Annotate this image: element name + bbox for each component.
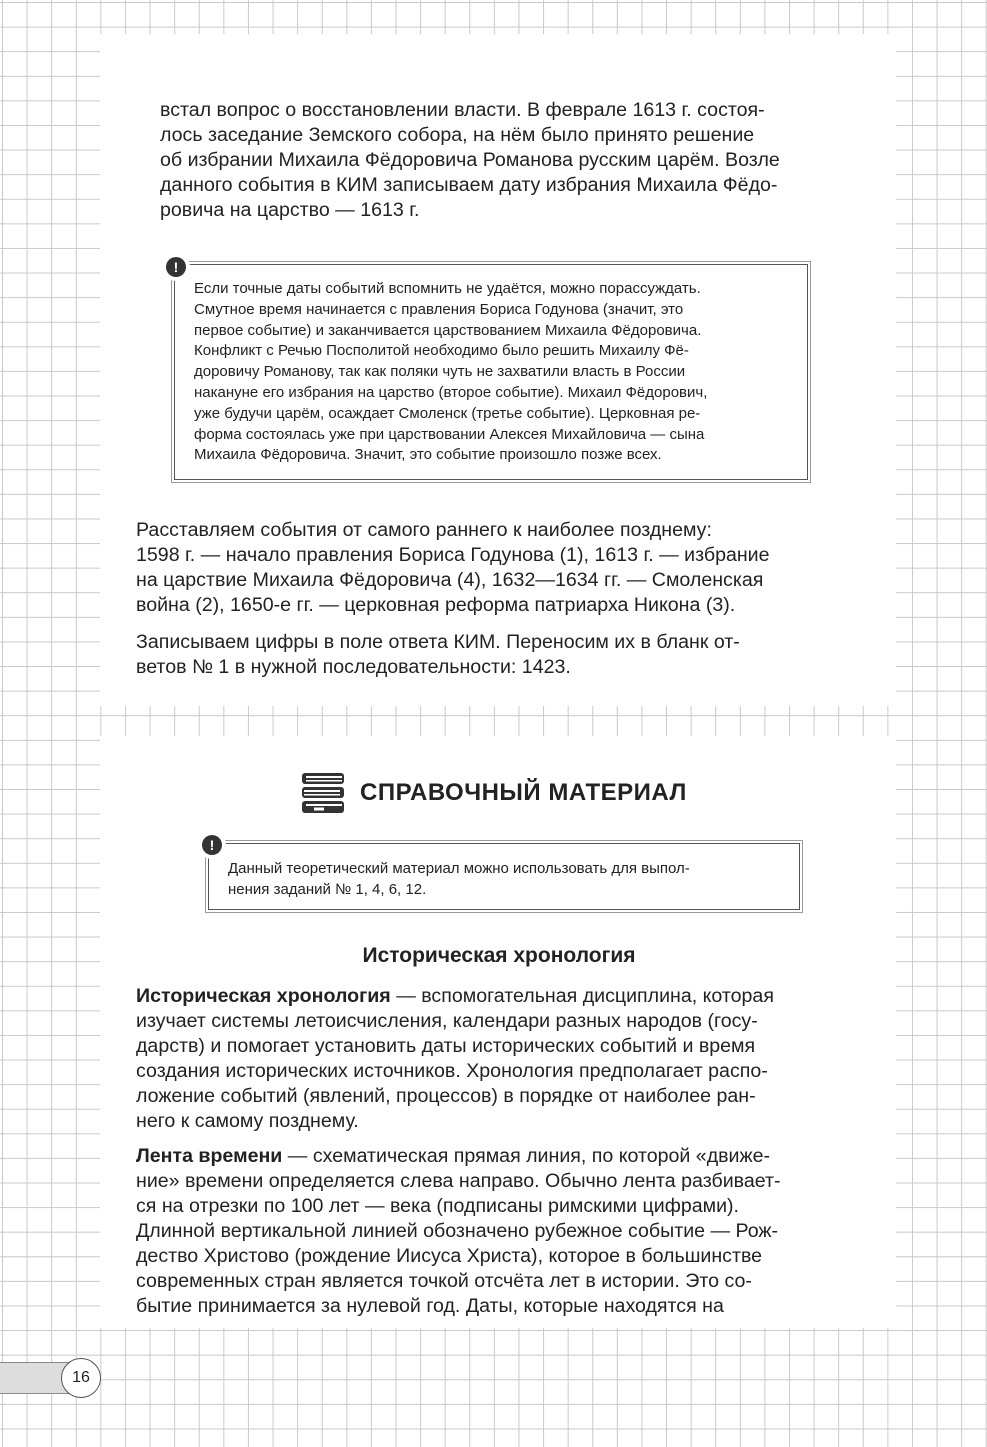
exclamation-icon: ! [166,257,186,277]
term: Лента времени [136,1145,283,1167]
order-paragraph [136,518,862,618]
text-line: лось заседание Земского собора, на нём было принято решение [160,124,755,146]
exclamation-icon: ! [202,835,222,855]
text-line: ровича на царство — 1613 г. [160,199,420,221]
text-line: современных стран является точкой отсчёта лет в истории. Это со- [136,1270,752,1292]
subheading: Историческая хронология [362,944,636,967]
text-line [136,1144,862,1169]
text-line: дарств) и помогает установить даты исторических событий и время [136,1035,756,1057]
note-line: Михаила Фёдоровича. Значит, это событие произошло позже всех. [194,446,662,464]
answer-paragraph [136,630,862,680]
section-title: СПРАВОЧНЫЙ МАТЕРИАЛ [360,779,687,806]
text-line: ветов № 1 в нужной последовательности: 1423. [136,656,571,678]
note-line: Конфликт с Речью Посполитой необходимо было решить Михаилу Фё- [194,342,689,360]
text-line: дество Христово (рождение Иисуса Христа), которое в большинстве [136,1245,763,1267]
text-line: Записываем цифры в поле ответа КИМ. Переносим их в бланк от- [136,631,740,653]
text-line: данного события в КИМ записываем дату избрания Михаила Фёдо- [160,174,778,196]
text-line: ся на отрезки по 100 лет — века (подписаны римскими цифрами). [136,1195,739,1217]
section-header [300,770,687,816]
text-line: создания исторических источников. Хронология предполагает распо- [136,1060,768,1082]
text-span: — вспомогательная дисциплина, которая [390,985,774,1007]
text-line: Длинной вертикальной линией обозначено рубежное событие — Рож- [136,1220,779,1242]
definition-timeline [136,1144,862,1319]
note-line: накануне его избрания на царство (второе событие). Михаил Фёдорович, [194,383,708,401]
text-line: изучает системы летоисчисления, календари разных народов (госу- [136,1010,758,1032]
hint-note [174,264,808,480]
books-icon [300,770,346,816]
note-line: Смутное время начинается с правления Бориса Годунова (значит, это [194,300,684,318]
top-paragraph [160,98,862,223]
hint-note-reference [208,843,800,910]
page-number: 16 [61,1358,101,1398]
note-line: Данный теоретический материал можно использовать для выпол- [228,860,690,877]
text-line: на царствие Михаила Фёдоровича (4), 1632—1634 гг. — Смоленская [136,569,764,591]
note-line: первое событие) и заканчивается царствованием Михаила Фёдоровича. [194,321,702,339]
text-line: об избрании Михаила Фёдоровича Романова русским царём. Возле [160,149,780,171]
text-line: бытие принимается за нулевой год. Даты, которые находятся на [136,1295,724,1317]
text-line: ложение событий (явлений, процессов) в порядке от наиболее ран- [136,1085,756,1107]
note-line: нения заданий № 1, 4, 6, 12. [228,880,427,898]
text-line: него к самому позднему. [136,1110,359,1132]
definition-chronology [136,984,862,1134]
note-line: Если точные даты событий вспомнить не удаётся, можно порассуждать. [194,280,701,297]
text-line: 1598 г. — начало правления Бориса Годунова (1), 1613 г. — избрание [136,544,770,566]
note-line: доровичу Романову, так как поляки чуть не захватили власть в России [194,363,686,381]
text-line [136,984,862,1009]
note-line: уже будучи царём, осаждает Смоленск (третье событие). Церковная ре- [194,404,701,422]
text-span: — схематическая прямая линия, по которой «движе- [282,1145,771,1167]
text-line: война (2), 1650-е гг. — церковная реформа патриарха Никона (3). [136,594,736,616]
text-line: встал вопрос о восстановлении власти. В феврале 1613 г. состоя- [160,99,765,121]
text-line: ние» времени определяется слева направо. Обычно лента разбивает- [136,1170,781,1192]
term: Историческая хронология [136,985,391,1007]
note-line: форма состоялась уже при царствовании Алексея Михайловича — сына [194,425,705,443]
text-line: Расставляем события от самого раннего к наиболее позднему: [136,519,712,541]
